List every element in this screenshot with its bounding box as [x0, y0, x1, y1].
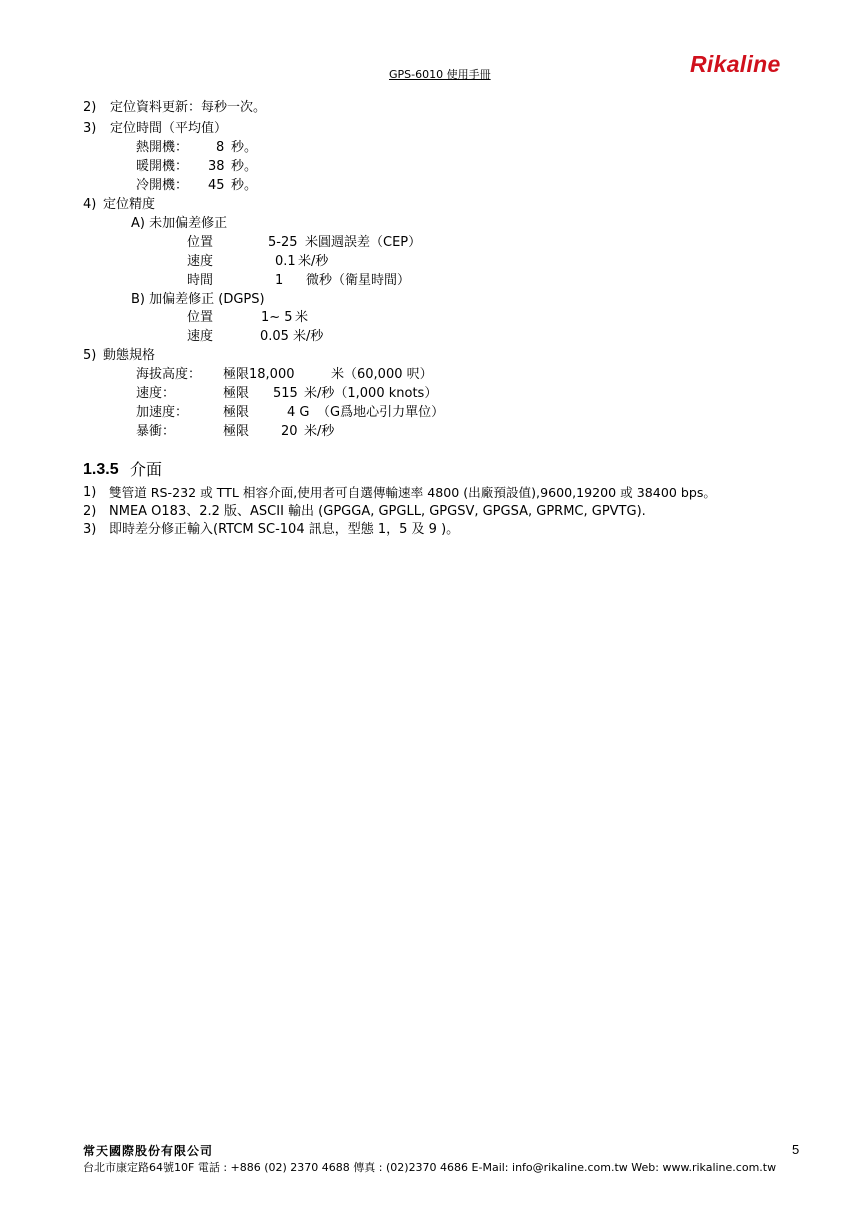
accuracy-title: 定位精度: [103, 197, 156, 212]
cold-start-unit: 秒。: [231, 178, 258, 193]
position-unit: 米圓週誤差（CEP）: [305, 235, 422, 250]
item-number: 5): [83, 348, 97, 363]
acceleration-limit: 極限: [223, 405, 250, 420]
warm-start-label: 暖開機：: [136, 159, 189, 174]
item-number: 3): [83, 121, 97, 136]
jerk-label: 暴衝：: [136, 424, 176, 439]
velocity-label: 速度: [187, 254, 214, 269]
velocity-unit: 米/秒: [298, 254, 329, 269]
dgps-position-unit: 米: [295, 310, 309, 325]
warm-start-unit: 秒。: [231, 159, 258, 174]
accuracy-sub-b-title: B) 加偏差修正 (DGPS): [131, 292, 265, 307]
dgps-position-label: 位置: [187, 310, 214, 325]
acceleration-label: 加速度：: [136, 405, 189, 420]
jerk-unit: 米/秒: [304, 424, 335, 439]
dgps-velocity-unit: 米/秒: [293, 329, 324, 344]
footer-contact: 台北市康定路64號10F 電話 : +886 (02) 2370 4688 傳真 : (02)2370 4686 E-Mail: info@rikaline.com.tw Web: www.rikaline.com.tw: [83, 1161, 777, 1174]
dgps-velocity-value: 0.05: [260, 329, 289, 344]
item-number: 2): [83, 504, 97, 519]
rikaline-logo: Rikaline: [690, 51, 781, 77]
velocity-value: 0.1: [275, 254, 296, 269]
acceleration-unit: （G爲地心引力單位）: [317, 405, 445, 420]
item-number: 3): [83, 522, 97, 537]
update-rate-text: 定位資料更新：每秒一次。: [110, 100, 267, 115]
item-number: 1): [83, 485, 97, 500]
item-number: 2): [83, 100, 97, 115]
hot-start-unit: 秒。: [231, 140, 258, 155]
fix-time-title: 定位時間（平均值）: [110, 121, 228, 136]
speed-label: 速度：: [136, 386, 176, 401]
position-label: 位置: [187, 235, 214, 250]
speed-limit: 極限: [223, 386, 250, 401]
acceleration-value: 4 G: [287, 405, 310, 420]
cold-start-value: 45: [208, 178, 225, 193]
hot-start-value: 8: [216, 140, 225, 155]
altitude-unit: 米（60,000 呎）: [331, 367, 433, 382]
interface-item-rtcm: 即時差分修正輸入(RTCM SC-104 訊息，型態 1，5 及 9 )。: [109, 522, 460, 537]
altitude-limit: 極限18,000: [223, 367, 295, 382]
page-header-title: GPS-6010 使用手冊: [389, 68, 491, 81]
footer-company: 常天國際股份有限公司: [83, 1144, 214, 1158]
accuracy-sub-a-title: A) 未加偏差修正: [131, 216, 228, 231]
time-label: 時間: [187, 273, 214, 288]
position-value: 5-25: [268, 235, 298, 250]
speed-unit: 米/秒（1,000 knots）: [304, 386, 438, 401]
interface-item-serial: 雙管道 RS-232 或 TTL 相容介面,使用者可自選傳輸速率 4800 (出廠預設值),9600,19200 或 38400 bps。: [109, 485, 716, 500]
interface-item-nmea: NMEA O183、2.2 版、ASCII 輸出 (GPGGA, GPGLL, GPGSV, GPGSA, GPRMC, GPVTG).: [109, 504, 646, 519]
time-unit: 微秒（衛星時間）: [306, 273, 411, 288]
page-number: 5: [792, 1142, 800, 1157]
jerk-limit: 極限: [223, 424, 250, 439]
jerk-value: 20: [281, 424, 298, 439]
section-number: 1.3.5: [83, 461, 119, 478]
dgps-velocity-label: 速度: [187, 329, 214, 344]
cold-start-label: 冷開機：: [136, 178, 189, 193]
dgps-position-value: 1~ 5: [261, 310, 293, 325]
time-value: 1: [275, 273, 284, 288]
dynamics-title: 動態規格: [103, 348, 156, 363]
section-title: 介面: [130, 460, 163, 479]
hot-start-label: 熱開機：: [136, 140, 189, 155]
speed-value: 515: [273, 386, 298, 401]
warm-start-value: 38: [208, 159, 225, 174]
altitude-label: 海拔高度：: [136, 367, 202, 382]
item-number: 4): [83, 197, 97, 212]
